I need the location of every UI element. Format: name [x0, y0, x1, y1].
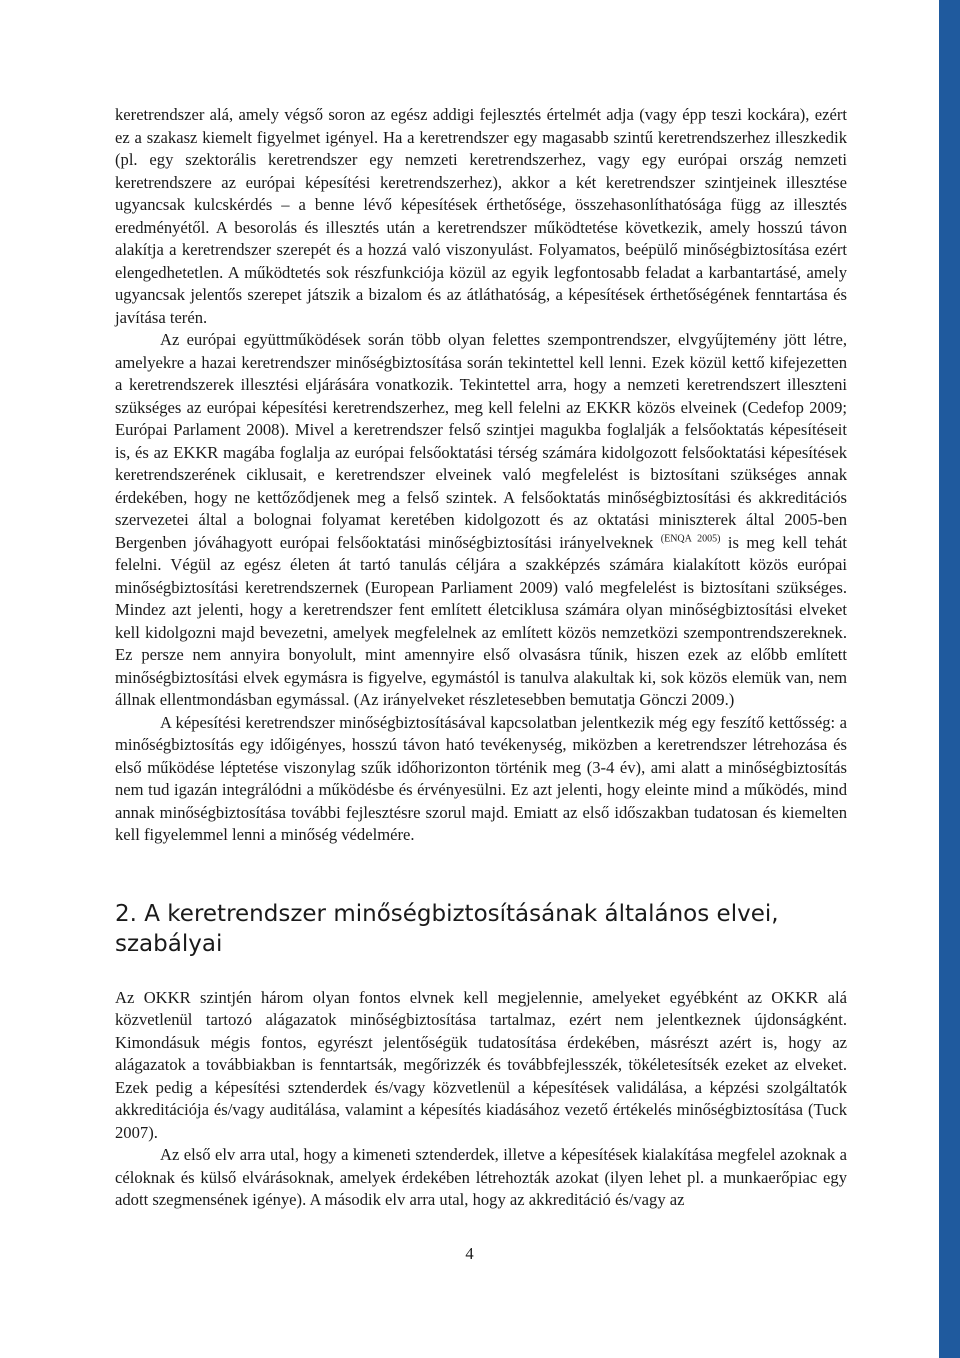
document-page	[115, 104, 847, 1212]
section-heading: 2. A keretrendszer minőségbiztosításának általános elvei, szabályai	[115, 900, 779, 957]
section-paragraph-1: Az OKKR szintjén három olyan fontos elvnek kell megjelennie, amelyeket egyébként az OKKR alá közvetlenül tartozó alágazatok minőségbiztosítása tartalmaz, ezért nem jelentkeznek újdonságként. Kimondásuk mégis fontos, egyrészt jelentőségük tudatosítása érdekében, másrészt azért is, hogy az alágazatok a továbbiakban is fenntartsák, megőrizzék és továbbfejlesszék, tökéletesítsék ezeket az elveket. Ezek pedig a képesítési sztenderdek és/vagy közvetlenül a képesítések validálása, a képzési szolgáltatók akkreditációja és/vagy auditálása, valamint a képesítés kiadásához vezető értékelés minőségbiztosítása (Tuck 2007).	[115, 987, 847, 1142]
paragraph-2-text-a: Az európai együttműködések során több olyan felettes szempontrendszer, elvgyűjtemény jött létre, amelyekre a hazai keretrendszer minőségbiztosítása során tekintettel kell lenni. Ezek közül kettő kifejezetten a keretrendszerek illesztési eljárására vonatkozik. Tekintettel arra, hogy a nemzeti keretrendszert illeszteni szükséges az európai képesítési keretrendszerhez, meg kell felelni az EKKR közös elveinek (Cedefop 2009; Európai Parlament 2008). Mivel a keretrendszer felső szintjei magukba foglalják a felsőoktatás képesítéseit is, és az EKKR magába foglalja az európai felsőoktatási térség számára kidolgozott felsőoktatási képesítések keretrendszerének ciklusait, e keretrendszer elveinek való megfelelést is biztosítani szükséges annak érdekében, hogy ne kettőződjenek meg a felső szintek. A felsőoktatás minőségbiztosítási és akkreditációs szervezetei által a bolognai folyamat keretében kidolgozott és az oktatási miniszterek által 2005-ben Bergenben jóváhagyott európai felsőoktatási minőségbiztosítási irányelveknek	[115, 330, 847, 552]
paragraph-1: keretrendszer alá, amely végső soron az egész addigi fejlesztés értelmét adja (vagy épp teszi kockára), ezért ez a szakasz kiemelt figyelmet igényel. Ha a keretrendszer egy magasabb szintű keretrendszerhez illeszkedik (pl. egy szektorális keretrendszer egy nemzeti keretrendszerhez, vagy egy európai ország nemzeti keretrendszere az európai képesítési keretrendszerhez), akkor a két keretrendszer szintjeinek illesztése ugyancsak kulcskérdés – a benne lévő képesítések érthetősége, összehasonlíthatósága függ az illesztés eredményétől. A besorolás és illesztés után a keretrendszer működtetése következik, amely hosszú távon alakítja a keretrendszer szerepét és a hozzá való viszonyulást. Folyamatos, beépülő minőségbiztosítása ezért elengedhetetlen. A működtetés sok részfunkciója közül az egyik legfontosabb feladat a karbantartásé, amely ugyancsak jelentős szerepet játszik a bizalom és az átláthatóság, a képesítések érthetőségének fenntartása és javítása terén.	[115, 105, 847, 327]
paragraph-3: A képesítési keretrendszer minőségbiztosításával kapcsolatban jelentkezik még egy feszítő kettősség: a minőségbiztosítás egy időigényes, hosszú távon ható tevékenység, miközben a keretrendszer létrehozása és első működése léptetése viszonylag szűk időhorizonton történik meg (3-4 év), ami alatt a minőségbiztosítás nem tud igazán integrálódni a működésbe és érvényesülni. Ez azt jelenti, hogy eleinte mind a működés, mind annak minőségbiztosítása további fejlesztésre szorul majd. Emiatt az első időszakban tudatosan és kiemelten kell figyelemmel lenni a minőség védelmére.	[115, 712, 847, 844]
paragraph-2-text-b: is meg kell tehát felelni. Végül az egész életen át tartó tanulás céljára a szakképzés számára kialakított közös európai minőségbiztosítási keretrendszernek (European Parliament 2009) való megfelelést is biztosítani szükséges. Mindez azt jelenti, hogy a keretrendszer fent említett életciklusa számára olyan minőségbiztosítási elveket kell kidolgozni majd bevezetni, amelyek megfelelnek az említett közös nemzetközi szempontrendszereknek. Ez persze nem annyira bonyolult, mint amennyire első olvasásra tűnik, hiszen ezek az előbb említett minőségbiztosítási elvek egymásra is figyelve, egymástól is tanulva alakultak ki, sok közös elemük van, nem állnak ellentmondásban egymással. (Az irányelveket részletesebben bemutatja Gönczi 2009.)	[115, 532, 847, 709]
page-number: 4	[465, 1244, 474, 1263]
side-color-bar	[939, 0, 960, 1358]
paragraph-2	[115, 329, 847, 712]
section-paragraph-2: Az első elv arra utal, hogy a kimeneti sztenderdek, illetve a képesítések kialakítása megfelel azoknak a céloknak és külső elvárásoknak, amelyek érdekében létrehozták azokat (ilyen lehet pl. a munkaerőpiac egy adott szegmensének igénye). A második elv arra utal, hogy az akkreditáció és/vagy az	[115, 1145, 847, 1209]
citation-enqa: (ENQA 2005)	[660, 532, 721, 544]
